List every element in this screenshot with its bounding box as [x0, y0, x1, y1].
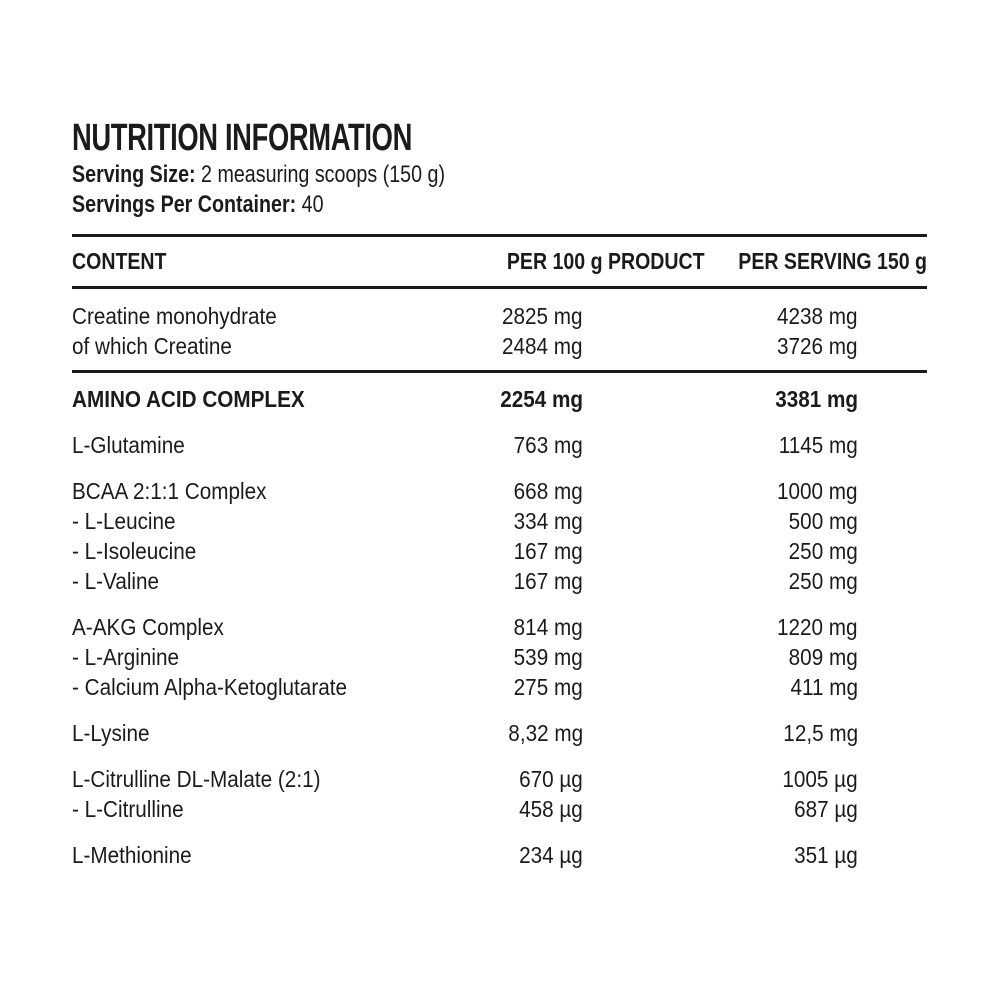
table-row: [72, 642, 927, 672]
row-per100-value: 2254 mg: [500, 386, 583, 412]
row-label: BCAA 2:1:1 Complex: [72, 478, 267, 504]
row-per100-value: 458 µg: [519, 796, 583, 822]
row-per-serving-value: 3381 mg: [775, 386, 858, 412]
divider: [72, 286, 927, 289]
row-label: Creatine monohydrate: [72, 303, 277, 329]
row-label: L-Lysine: [72, 720, 150, 746]
table-group-methionine: [72, 840, 927, 870]
row-label: L-Methionine: [72, 842, 192, 868]
row-per-serving-value: 1145 mg: [778, 432, 858, 458]
row-per100-value: 763 mg: [513, 432, 583, 458]
serving-size-value: 2 measuring scoops (150 g): [201, 161, 446, 188]
row-per-serving-value: 12,5 mg: [783, 720, 858, 746]
row-per100-value: 814 mg: [513, 614, 583, 640]
servings-per-container-value: 40: [301, 191, 324, 218]
row-per100-value: 334 mg: [513, 508, 583, 534]
divider: [72, 370, 927, 373]
row-label: A-AKG Complex: [72, 614, 224, 640]
table-row: [72, 331, 927, 361]
row-per-serving-value: 1005 µg: [782, 766, 858, 792]
row-per-serving-value: 3726 mg: [777, 333, 858, 359]
table-row: [72, 612, 927, 642]
header-content: CONTENT: [72, 248, 167, 274]
row-per-serving-value: 1000 mg: [777, 478, 858, 504]
row-per-serving-value: 500 mg: [788, 508, 858, 534]
row-per100-value: 234 µg: [519, 842, 583, 868]
table-group-citrulline: [72, 764, 927, 824]
table-row: [72, 476, 927, 506]
table-group-creatine: [72, 301, 927, 361]
row-per-serving-value: 809 mg: [788, 644, 858, 670]
serving-size-line: [72, 160, 927, 190]
header-per-100g: PER 100 g PRODUCT: [506, 248, 705, 274]
page-title-text: NUTRITION INFORMATION: [72, 117, 412, 159]
table-group-aakg: [72, 612, 927, 702]
row-per100-value: 2825 mg: [502, 303, 583, 329]
table-row: [72, 794, 927, 824]
row-label: - L-Valine: [72, 568, 160, 594]
row-per100-value: 167 mg: [513, 568, 583, 594]
row-per100-value: 2484 mg: [502, 333, 583, 359]
row-per100-value: 539 mg: [513, 644, 583, 670]
row-label: - Calcium Alpha-Ketoglutarate: [72, 674, 348, 700]
table-row: [72, 384, 927, 414]
row-label: L-Citrulline DL-Malate (2:1): [72, 766, 321, 792]
row-per-serving-value: 4238 mg: [777, 303, 858, 329]
row-label: - L-Isoleucine: [72, 538, 197, 564]
row-per-serving-value: 1220 mg: [777, 614, 858, 640]
table-row: [72, 301, 927, 331]
row-per100-value: 275 mg: [513, 674, 583, 700]
row-label: AMINO ACID COMPLEX: [72, 386, 305, 412]
table-group-lysine: [72, 718, 927, 748]
table-row: [72, 566, 927, 596]
table-row: [72, 506, 927, 536]
table-row: [72, 764, 927, 794]
row-per-serving-value: 250 mg: [788, 538, 858, 564]
row-per100-value: 668 mg: [513, 478, 583, 504]
row-label: - L-Leucine: [72, 508, 176, 534]
row-per-serving-value: 250 mg: [788, 568, 858, 594]
table-group-glutamine: [72, 430, 927, 460]
row-per-serving-value: 687 µg: [794, 796, 858, 822]
table-row: [72, 718, 927, 748]
serving-size-label: Serving Size:: [72, 161, 196, 188]
row-label: L-Glutamine: [72, 432, 185, 458]
page-title: [72, 118, 927, 158]
row-label: - L-Citrulline: [72, 796, 184, 822]
row-label: of which Creatine: [72, 333, 232, 359]
row-per100-value: 8,32 mg: [508, 720, 583, 746]
table-header-row: [72, 237, 927, 286]
row-per-serving-value: 351 µg: [794, 842, 858, 868]
row-per100-value: 670 µg: [519, 766, 583, 792]
table-row: [72, 840, 927, 870]
header-per-serving: PER SERVING 150 g: [738, 248, 927, 274]
row-per-serving-value: 411 mg: [790, 674, 858, 700]
servings-per-container-label: Servings Per Container:: [72, 191, 297, 218]
servings-per-container-line: [72, 190, 927, 220]
table-row: [72, 536, 927, 566]
table-row: [72, 430, 927, 460]
row-label: - L-Arginine: [72, 644, 180, 670]
table-row: [72, 672, 927, 702]
table-group-bcaa: [72, 476, 927, 596]
table-group-amino-acid-complex: [72, 384, 927, 414]
row-per100-value: 167 mg: [513, 538, 583, 564]
